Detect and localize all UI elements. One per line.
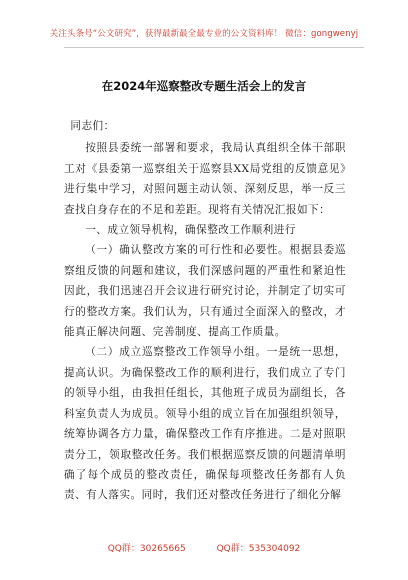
footer-qq-group-1: QQ群：30265665 [107, 544, 186, 554]
document-title: 在2024年巡察整改专题生活会上的发言 [101, 79, 307, 93]
intro-paragraph: 按照县委统一部署和要求，我局认真组织全体干部职工对《县委第一巡察组关于巡察县XX局党组的反馈意见》进行集中学习，对照问题主动认领、深刻反思，举一反三查找自身存在的不足和差距。现将有关情况汇报如下： [64, 142, 346, 216]
header-divider [64, 47, 364, 48]
section-heading: 一、成立领导机构，确保整改工作顺利进行 [85, 224, 296, 237]
body-paragraph: （一）确认整改方案的可行性和必要性。根据县委巡察组反馈的问题和建议，我们深感问题的严重性和紧迫性因此，我们迅速召开会议进行研究讨论，并制定了切实可行的整改方案。我们认为，只有通过全面深入的整改，才能真正解决问题、完善制度、提高工作质量。 [64, 244, 346, 339]
footer [0, 541, 408, 554]
body-paragraph: （二）成立巡察整改工作领导小组。一是统一思想，提高认识。为确保整改工作的顺利进行，我们成立了专门的领导小组，由我担任组长，其他班子成员为副组长，各科室负责人为成员。领导小组的成立旨在加强组织领导，统筹协调各方力量，确保整改工作有序推进。二是对照职责分工，领取整改任务。我们根据巡察反馈的问题清单明确了每个成员的整改责任，确保每项整改任务都有人负责、有人落实。同时，我们还对整改任务进行了细化分解 [64, 346, 346, 502]
document-body [64, 116, 346, 506]
salutation: 同志们： [70, 120, 115, 132]
header-note: 关注头条号“公文研究”，获得最新最全最专业的公文资料库！ 微信：gongwenyj [49, 29, 359, 39]
footer-qq-group-2: QQ群：535304092 [216, 544, 301, 554]
